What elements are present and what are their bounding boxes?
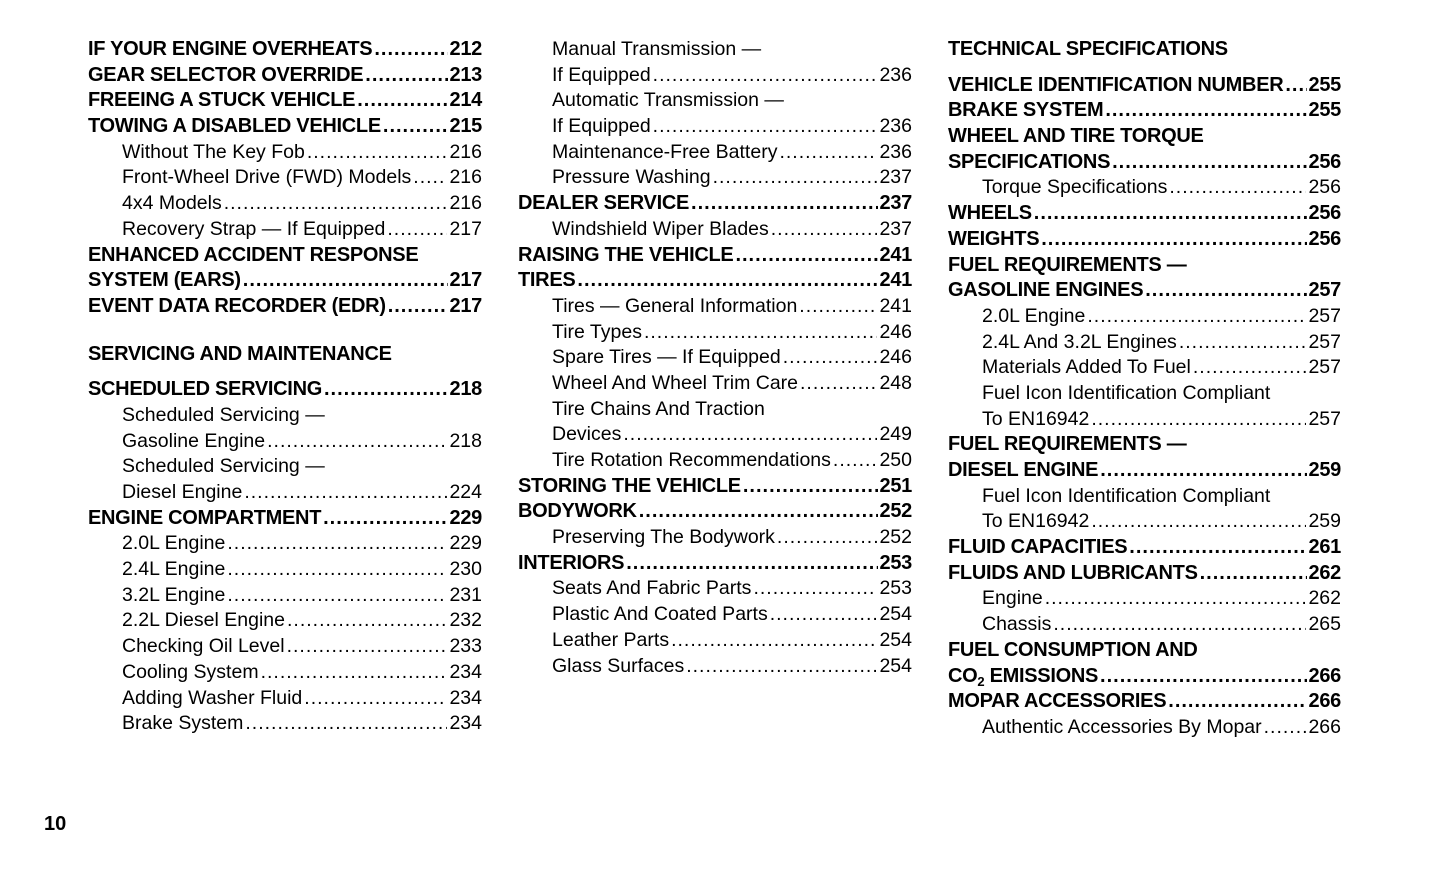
toc-entry-page: 234 bbox=[449, 686, 482, 709]
toc-column-3 bbox=[948, 37, 1341, 741]
toc-entry-title: STORING THE VEHICLE bbox=[518, 474, 741, 497]
toc-entry-page: 234 bbox=[449, 660, 482, 683]
dot-leader bbox=[1145, 278, 1306, 304]
toc-entry[interactable] bbox=[518, 165, 912, 191]
dot-leader bbox=[713, 165, 878, 191]
toc-entry-title: TIRES bbox=[518, 269, 576, 292]
dot-leader bbox=[1100, 458, 1306, 484]
toc-entry[interactable] bbox=[88, 37, 482, 63]
toc-entry-title: Recovery Strap — If Equipped bbox=[122, 217, 386, 240]
toc-entry-page: 218 bbox=[449, 429, 482, 452]
toc-entry-title: Preserving The Bodywork bbox=[552, 526, 775, 549]
dot-leader bbox=[1112, 150, 1306, 176]
dot-leader bbox=[261, 660, 448, 686]
toc-entry-page: 265 bbox=[1308, 613, 1341, 636]
dot-leader bbox=[1053, 612, 1306, 638]
toc-entry[interactable] bbox=[948, 561, 1341, 587]
toc-entry-title: 2.4L And 3.2L Engines bbox=[982, 330, 1177, 353]
toc-entry[interactable] bbox=[948, 664, 1341, 690]
toc-entry[interactable] bbox=[88, 583, 482, 609]
toc-entry-title: VEHICLE IDENTIFICATION NUMBER bbox=[948, 73, 1284, 96]
toc-entry-title: BRAKE SYSTEM bbox=[948, 99, 1104, 122]
toc-entry[interactable] bbox=[948, 432, 1341, 458]
dot-leader bbox=[304, 686, 447, 712]
toc-entry-title: Automatic Transmission — bbox=[552, 89, 784, 112]
toc-entry-title: INTERIORS bbox=[518, 551, 625, 574]
toc-entry-page: 230 bbox=[449, 558, 482, 581]
toc-entry-title: Leather Parts bbox=[552, 628, 670, 651]
toc-entry[interactable] bbox=[518, 371, 912, 397]
toc-entry-page: 254 bbox=[879, 654, 912, 677]
dot-leader bbox=[753, 576, 877, 602]
toc-entry-page: 253 bbox=[879, 551, 912, 574]
dot-leader bbox=[243, 268, 448, 294]
toc-entry-title: TOWING A DISABLED VEHICLE bbox=[88, 115, 381, 138]
toc-entry-page: 254 bbox=[879, 628, 912, 651]
toc-entry-title: Scheduled Servicing — bbox=[122, 455, 325, 478]
toc-entry[interactable] bbox=[88, 114, 482, 140]
toc-entry-title bbox=[948, 664, 1098, 690]
dot-leader bbox=[1100, 664, 1306, 690]
dot-leader bbox=[653, 114, 878, 140]
dot-leader bbox=[365, 63, 447, 89]
toc-entry-title: DIESEL ENGINE bbox=[948, 459, 1099, 481]
dot-leader bbox=[245, 711, 447, 737]
toc-entry[interactable] bbox=[518, 551, 912, 577]
dot-leader bbox=[387, 217, 447, 243]
toc-entry[interactable] bbox=[88, 429, 482, 455]
toc-entry[interactable] bbox=[88, 711, 482, 737]
toc-entry-title: Seats And Fabric Parts bbox=[552, 577, 752, 600]
toc-entry-title: Front-Wheel Drive (FWD) Models bbox=[122, 166, 412, 189]
toc-entry[interactable] bbox=[518, 448, 912, 474]
toc-entry-title: Tire Types bbox=[552, 320, 642, 343]
toc-entry-title: EVENT DATA RECORDER (EDR) bbox=[88, 294, 386, 317]
toc-entry[interactable] bbox=[518, 294, 912, 320]
toc-entry[interactable] bbox=[948, 73, 1341, 99]
toc-entry-page: 249 bbox=[879, 423, 912, 446]
toc-entry-title: Plastic And Coated Parts bbox=[552, 603, 768, 626]
toc-entry-title: Adding Washer Fluid bbox=[122, 686, 303, 709]
toc-entry[interactable] bbox=[518, 191, 912, 217]
toc-entry-page: 261 bbox=[1308, 536, 1341, 559]
toc-entry[interactable] bbox=[948, 124, 1341, 150]
toc-entry-title: BODYWORK bbox=[518, 500, 637, 523]
toc-entry-page: 256 bbox=[1308, 150, 1341, 173]
toc-entry-page: 229 bbox=[449, 506, 482, 529]
dot-leader bbox=[1285, 73, 1306, 99]
dot-leader bbox=[374, 37, 447, 63]
dot-leader bbox=[626, 551, 877, 577]
page-number: 10 bbox=[44, 813, 67, 835]
toc-entry-title: FUEL REQUIREMENTS — bbox=[948, 253, 1187, 276]
toc-entry[interactable] bbox=[948, 484, 1341, 510]
toc-entry-title: Torque Specifications bbox=[982, 176, 1168, 199]
dot-leader bbox=[1091, 407, 1306, 433]
dot-leader bbox=[307, 140, 448, 166]
toc-entry-page: 236 bbox=[879, 115, 912, 138]
toc-entry-page: 254 bbox=[879, 603, 912, 626]
subscript: 2 bbox=[977, 673, 985, 689]
toc-entry-page: 237 bbox=[879, 166, 912, 189]
toc-entry-title: GEAR SELECTOR OVERRIDE bbox=[88, 63, 364, 86]
toc-entry-page: 236 bbox=[879, 63, 912, 86]
toc-entry-title: 2.2L Diesel Engine bbox=[122, 609, 285, 632]
toc-entry-page: 251 bbox=[879, 474, 912, 497]
toc-entry[interactable] bbox=[948, 509, 1341, 535]
toc-entry-page: 256 bbox=[1308, 176, 1341, 199]
dot-leader bbox=[686, 654, 877, 680]
dot-leader bbox=[639, 499, 878, 525]
toc-entry-page: 255 bbox=[1308, 73, 1341, 96]
toc-entry-title: Tire Rotation Recommendations bbox=[552, 449, 831, 471]
toc-entry[interactable] bbox=[948, 407, 1341, 433]
dot-leader bbox=[1087, 304, 1306, 330]
toc-entry[interactable] bbox=[948, 98, 1341, 124]
toc-entry-title: FREEING A STUCK VEHICLE bbox=[88, 89, 356, 112]
toc-entry-page: 257 bbox=[1308, 304, 1341, 327]
toc-entry-title: Tire Chains And Traction bbox=[552, 397, 765, 420]
toc-entry-page: 237 bbox=[879, 217, 912, 240]
toc-entry-title: TECHNICAL SPECIFICATIONS bbox=[948, 38, 1228, 60]
toc-entry[interactable] bbox=[948, 330, 1341, 356]
toc-entry-page: 259 bbox=[1308, 510, 1341, 533]
toc-entry-title: Windshield Wiper Blades bbox=[552, 217, 769, 240]
toc-entry-title: WHEEL AND TIRE TORQUE bbox=[948, 125, 1204, 148]
toc-entry-page: 250 bbox=[879, 449, 912, 471]
toc-entry-page: 224 bbox=[449, 481, 482, 503]
dot-leader bbox=[771, 217, 878, 243]
dot-leader bbox=[1091, 509, 1306, 535]
toc-entry-title: IF YOUR ENGINE OVERHEATS bbox=[88, 38, 373, 60]
toc-entry[interactable] bbox=[518, 88, 912, 114]
toc-entry-title: RAISING THE VEHICLE bbox=[518, 243, 734, 266]
dot-leader bbox=[227, 583, 447, 609]
toc-entry-title: 2.0L Engine bbox=[982, 304, 1086, 327]
dot-leader bbox=[770, 602, 878, 628]
toc-entry-page: 231 bbox=[449, 583, 482, 606]
toc-entry-page: 266 bbox=[1308, 690, 1341, 713]
dot-leader bbox=[779, 140, 877, 166]
dot-leader bbox=[735, 243, 877, 269]
toc-entry-title: 3.2L Engine bbox=[122, 583, 226, 606]
dot-leader bbox=[653, 63, 878, 89]
dot-leader bbox=[357, 88, 447, 114]
dot-leader bbox=[1200, 561, 1307, 587]
toc-entry-title: SCHEDULED SERVICING bbox=[88, 378, 322, 401]
toc-entry-title: Engine bbox=[982, 587, 1043, 610]
toc-entry[interactable] bbox=[518, 628, 912, 654]
dot-leader bbox=[324, 377, 448, 403]
dot-leader bbox=[267, 429, 447, 455]
toc-entry-title: FUEL REQUIREMENTS — bbox=[948, 433, 1187, 456]
toc-entry[interactable] bbox=[948, 535, 1341, 561]
toc-entry-title: Brake System bbox=[122, 712, 244, 735]
toc-entry[interactable] bbox=[948, 227, 1341, 253]
toc-entry[interactable] bbox=[518, 217, 912, 243]
dot-leader bbox=[644, 320, 878, 346]
dot-leader bbox=[799, 294, 877, 320]
toc-entry[interactable] bbox=[88, 608, 482, 634]
toc-entry-page: 217 bbox=[449, 217, 482, 240]
toc-entry[interactable] bbox=[948, 689, 1341, 715]
toc-entry-title: 2.0L Engine bbox=[122, 532, 226, 555]
toc-entry-page: 262 bbox=[1308, 587, 1341, 610]
toc-entry[interactable] bbox=[88, 140, 482, 166]
toc-entry[interactable] bbox=[518, 397, 912, 423]
dot-leader bbox=[383, 114, 448, 140]
toc-entry[interactable] bbox=[518, 345, 912, 371]
toc-entry-title: Manual Transmission — bbox=[552, 38, 762, 60]
toc-entry-title: Materials Added To Fuel bbox=[982, 356, 1191, 379]
dot-leader bbox=[833, 448, 878, 474]
toc-entry[interactable] bbox=[948, 278, 1341, 304]
toc-entry[interactable] bbox=[518, 140, 912, 166]
toc-entry[interactable] bbox=[948, 355, 1341, 381]
toc-entry-title: Without The Key Fob bbox=[122, 140, 305, 163]
toc-entry-title: Gasoline Engine bbox=[122, 429, 266, 452]
toc-entry-page: 246 bbox=[879, 346, 912, 369]
toc-entry-title: ENHANCED ACCIDENT RESPONSE bbox=[88, 243, 419, 266]
toc-entry[interactable] bbox=[88, 557, 482, 583]
toc-entry-page: 257 bbox=[1308, 356, 1341, 379]
toc-entry-title: Devices bbox=[552, 423, 622, 446]
dot-leader bbox=[227, 557, 447, 583]
dot-leader bbox=[1129, 535, 1306, 561]
dot-leader bbox=[224, 191, 448, 217]
dot-leader bbox=[287, 608, 447, 634]
toc-entry[interactable] bbox=[948, 150, 1341, 176]
toc-entry-page: 266 bbox=[1308, 664, 1341, 687]
toc-entry[interactable] bbox=[948, 638, 1341, 664]
toc-entry-page: 241 bbox=[879, 243, 912, 266]
toc-entry-page: 229 bbox=[449, 532, 482, 555]
toc-entry[interactable] bbox=[948, 586, 1341, 612]
toc-entry-page: 241 bbox=[879, 269, 912, 292]
toc-entry-title: SERVICING AND MAINTENANCE bbox=[88, 342, 392, 365]
toc-column-2 bbox=[518, 37, 912, 679]
toc-entry-title: 4x4 Models bbox=[122, 192, 222, 215]
toc-entry-page: 252 bbox=[879, 500, 912, 523]
toc-entry-title: To EN16942 bbox=[982, 510, 1090, 533]
toc-entry-page: 255 bbox=[1308, 99, 1341, 122]
toc-entry-title: Authentic Accessories By Mopar bbox=[982, 715, 1262, 738]
toc-entry-title: FLUIDS AND LUBRICANTS bbox=[948, 561, 1198, 584]
toc-entry[interactable] bbox=[518, 320, 912, 346]
toc-entry[interactable] bbox=[518, 474, 912, 500]
toc-entry[interactable] bbox=[948, 253, 1341, 279]
dot-leader bbox=[577, 268, 877, 294]
toc-entry[interactable] bbox=[948, 458, 1341, 484]
toc-entry[interactable] bbox=[518, 114, 912, 140]
toc-entry[interactable] bbox=[518, 63, 912, 89]
toc-entry-page: 214 bbox=[449, 89, 482, 112]
toc-entry-page: 256 bbox=[1308, 202, 1341, 225]
toc-entry[interactable] bbox=[88, 660, 482, 686]
toc-entry[interactable] bbox=[518, 654, 912, 680]
dot-leader bbox=[691, 191, 877, 217]
toc-entry[interactable] bbox=[88, 191, 482, 217]
toc-entry-title: Tires — General Information bbox=[552, 294, 798, 317]
toc-entry[interactable] bbox=[88, 88, 482, 114]
dot-leader bbox=[671, 628, 877, 654]
toc-entry-title: Cooling System bbox=[122, 660, 259, 683]
toc-entry-page: 262 bbox=[1308, 561, 1341, 584]
toc-column-1 bbox=[88, 37, 482, 737]
toc-entry-title: SYSTEM (EARS) bbox=[88, 269, 241, 292]
toc-entry-page: 212 bbox=[449, 38, 482, 60]
toc-entry[interactable] bbox=[88, 531, 482, 557]
toc-entry[interactable] bbox=[948, 715, 1341, 741]
toc-entry-title: If Equipped bbox=[552, 63, 651, 86]
toc-entry-page: 241 bbox=[879, 294, 912, 317]
dot-leader bbox=[1193, 355, 1307, 381]
toc-entry-page: 246 bbox=[879, 320, 912, 343]
toc-entry[interactable] bbox=[948, 201, 1341, 227]
toc-entry-title: FLUID CAPACITIES bbox=[948, 536, 1128, 559]
toc-entry[interactable] bbox=[518, 499, 912, 525]
toc-entry[interactable] bbox=[88, 454, 482, 480]
toc-entry-title: DEALER SERVICE bbox=[518, 192, 690, 215]
toc-entry[interactable] bbox=[88, 480, 482, 506]
toc-entry[interactable] bbox=[948, 175, 1341, 201]
toc-entry-title: Chassis bbox=[982, 613, 1052, 636]
section-heading bbox=[948, 37, 1341, 63]
toc-entry[interactable] bbox=[948, 381, 1341, 407]
dot-leader bbox=[1179, 330, 1307, 356]
dot-leader bbox=[743, 474, 878, 500]
toc-entry-page: 217 bbox=[449, 294, 482, 317]
toc-entry-title: WEIGHTS bbox=[948, 227, 1040, 250]
toc-entry-page: 256 bbox=[1308, 227, 1341, 250]
toc-entry-title: FUEL CONSUMPTION AND bbox=[948, 638, 1198, 661]
toc-entry-title: Maintenance-Free Battery bbox=[552, 140, 778, 163]
toc-entry-title: SPECIFICATIONS bbox=[948, 150, 1111, 173]
toc-entry[interactable] bbox=[518, 525, 912, 551]
toc-entry-page: 213 bbox=[449, 63, 482, 86]
toc-entry-title: To EN16942 bbox=[982, 407, 1090, 430]
dot-leader bbox=[623, 422, 877, 448]
toc-entry-page: 232 bbox=[449, 609, 482, 632]
dot-leader bbox=[413, 165, 447, 191]
toc-entry[interactable] bbox=[518, 243, 912, 269]
toc-entry-page: 257 bbox=[1308, 330, 1341, 353]
toc-entry-title: Pressure Washing bbox=[552, 166, 711, 189]
toc-entry[interactable] bbox=[88, 377, 482, 403]
toc-entry[interactable] bbox=[518, 576, 912, 602]
toc-entry-page: 217 bbox=[449, 269, 482, 292]
toc-entry[interactable] bbox=[88, 294, 482, 320]
toc-entry-title: Fuel Icon Identification Compliant bbox=[982, 381, 1271, 404]
toc-entry[interactable] bbox=[518, 422, 912, 448]
dot-leader bbox=[323, 506, 447, 532]
toc-entry[interactable] bbox=[88, 268, 482, 294]
toc-entry-title: Glass Surfaces bbox=[552, 654, 685, 677]
dot-leader bbox=[800, 371, 877, 397]
dot-leader bbox=[1169, 175, 1306, 201]
dot-leader bbox=[1041, 227, 1306, 253]
toc-entry-title: Checking Oil Level bbox=[122, 635, 285, 658]
toc-entry-page: 216 bbox=[449, 140, 482, 163]
section-heading bbox=[88, 342, 482, 368]
toc-entry-title: Spare Tires — If Equipped bbox=[552, 346, 781, 369]
toc-entry-title-part: CO bbox=[948, 664, 978, 687]
dot-leader bbox=[1264, 715, 1307, 741]
toc-entry-title: GASOLINE ENGINES bbox=[948, 279, 1144, 302]
toc-entry[interactable] bbox=[88, 506, 482, 532]
toc-entry-page: 248 bbox=[879, 371, 912, 394]
toc-entry-title: Fuel Icon Identification Compliant bbox=[982, 484, 1271, 507]
dot-leader bbox=[777, 525, 878, 551]
toc-entry-page: 216 bbox=[449, 192, 482, 215]
toc-entry-title-part: EMISSIONS bbox=[984, 664, 1099, 687]
toc-entry-title: ENGINE COMPARTMENT bbox=[88, 506, 322, 529]
dot-leader bbox=[1168, 689, 1306, 715]
toc-entry-page: 218 bbox=[449, 378, 482, 401]
toc-entry-title: If Equipped bbox=[552, 115, 651, 138]
toc-entry[interactable] bbox=[88, 243, 482, 269]
toc-entry-page: 252 bbox=[879, 526, 912, 549]
toc-entry[interactable] bbox=[88, 217, 482, 243]
toc-entry[interactable] bbox=[88, 634, 482, 660]
toc-entry-title: Wheel And Wheel Trim Care bbox=[552, 371, 799, 394]
toc-entry-page: 216 bbox=[449, 166, 482, 189]
toc-entry[interactable] bbox=[948, 612, 1341, 638]
toc-entry-title: MOPAR ACCESSORIES bbox=[948, 690, 1167, 713]
toc-entry-title: Scheduled Servicing — bbox=[122, 403, 325, 426]
toc-entry[interactable] bbox=[88, 686, 482, 712]
toc-entry[interactable] bbox=[518, 268, 912, 294]
toc-entry[interactable] bbox=[948, 304, 1341, 330]
dot-leader bbox=[1034, 201, 1307, 227]
toc-entry-page: 253 bbox=[879, 577, 912, 600]
toc-entry[interactable] bbox=[88, 165, 482, 191]
dot-leader bbox=[244, 480, 447, 506]
toc-entry[interactable] bbox=[518, 602, 912, 628]
toc-entry[interactable] bbox=[518, 37, 912, 63]
dot-leader bbox=[287, 634, 448, 660]
toc-entry-page: 257 bbox=[1308, 279, 1341, 302]
dot-leader bbox=[1045, 586, 1307, 612]
dot-leader bbox=[1105, 98, 1306, 124]
dot-leader bbox=[783, 345, 878, 371]
toc-entry-title: Diesel Engine bbox=[122, 481, 243, 503]
toc-entry-page: 234 bbox=[449, 712, 482, 735]
toc-entry-page: 237 bbox=[879, 192, 912, 215]
toc-entry-page: 233 bbox=[449, 635, 482, 658]
dot-leader bbox=[388, 294, 448, 320]
dot-leader bbox=[227, 531, 447, 557]
toc-entry[interactable] bbox=[88, 403, 482, 429]
toc-entry[interactable] bbox=[88, 63, 482, 89]
toc-entry-page: 215 bbox=[449, 115, 482, 138]
toc-entry-page: 236 bbox=[879, 140, 912, 163]
toc-entry-title: 2.4L Engine bbox=[122, 558, 226, 581]
toc-entry-page: 266 bbox=[1308, 715, 1341, 738]
toc-entry-page: 257 bbox=[1308, 407, 1341, 430]
toc-entry-title: WHEELS bbox=[948, 202, 1032, 225]
toc-entry-page: 259 bbox=[1308, 459, 1341, 481]
